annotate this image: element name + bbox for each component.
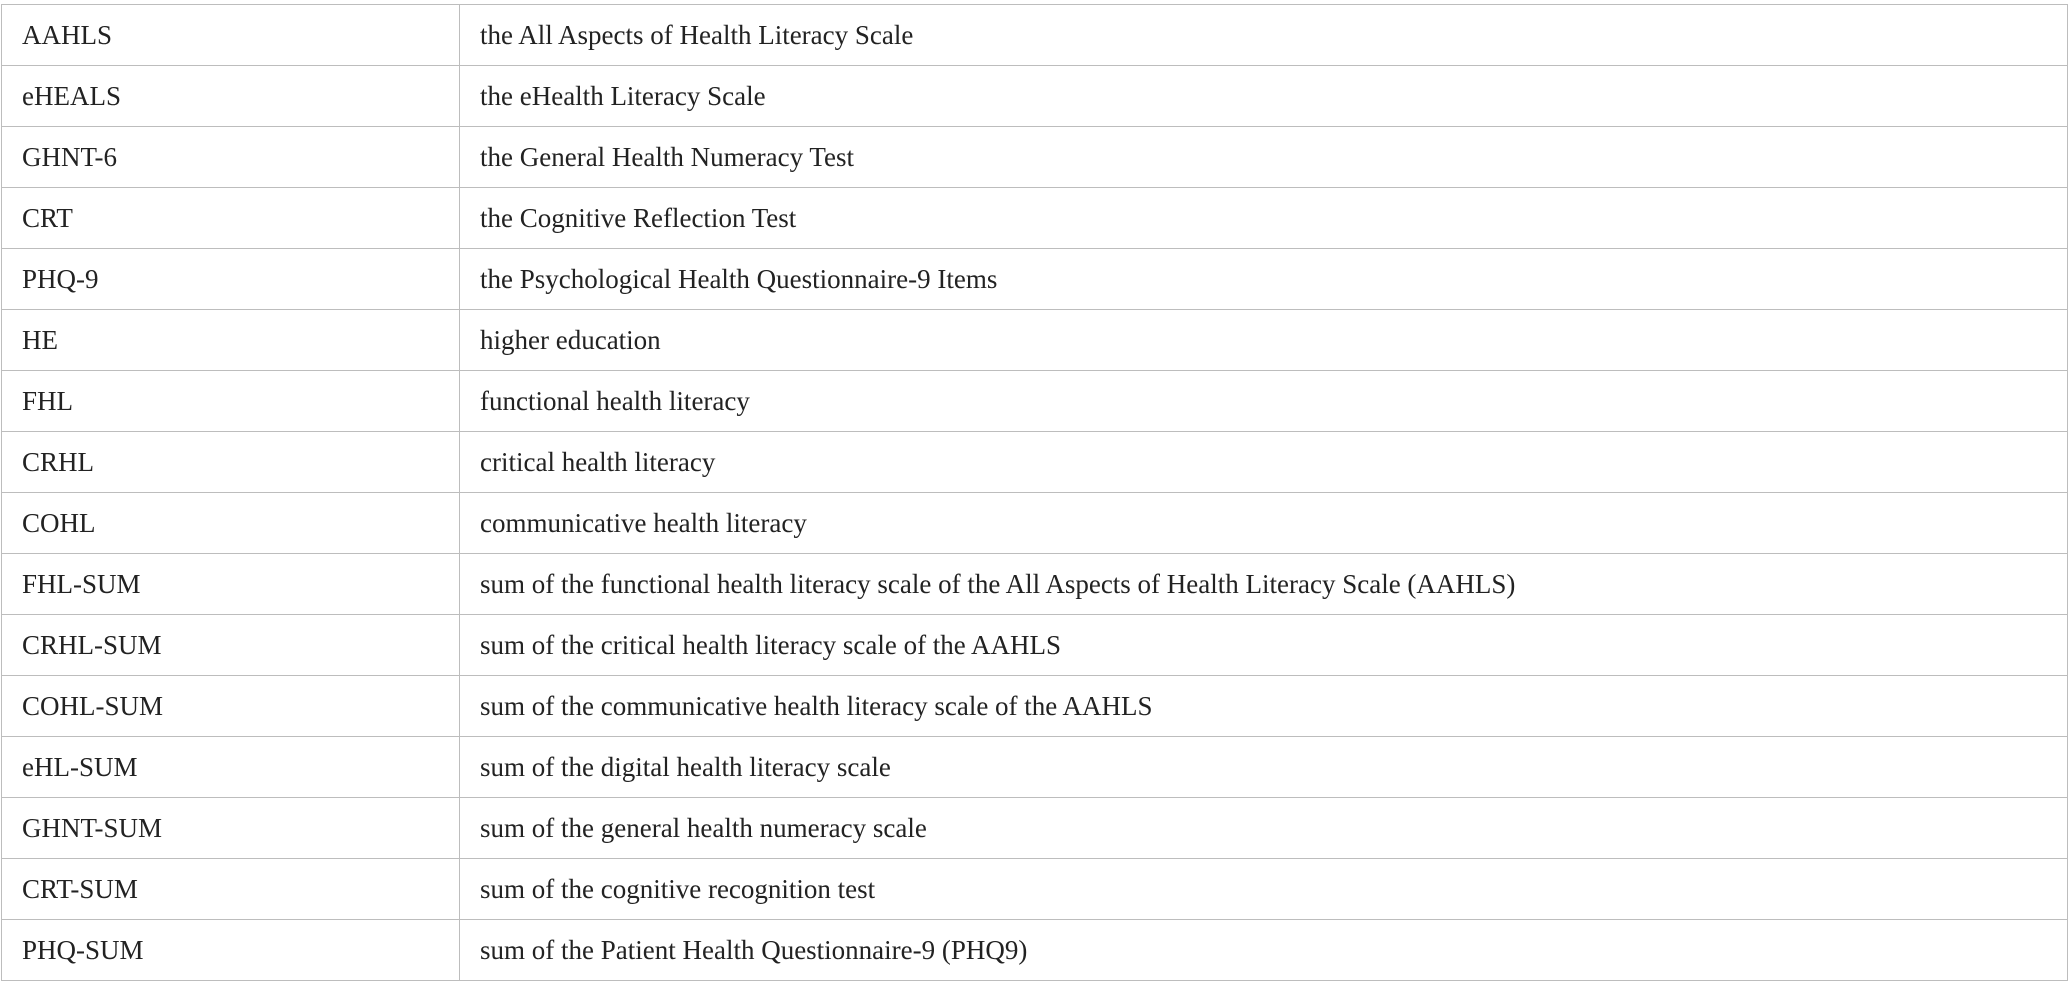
abbreviation-cell: PHQ-SUM [2,920,460,981]
abbreviation-cell: COHL [2,493,460,554]
table-row [2,493,2068,554]
abbreviation-cell: HE [2,310,460,371]
definition-cell: sum of the Patient Health Questionnaire-9 (PHQ9) [460,920,2068,981]
abbreviation-cell: PHQ-9 [2,249,460,310]
definition-cell: communicative health literacy [460,493,2068,554]
abbreviation-cell: eHEALS [2,66,460,127]
abbreviations-table-body [2,5,2068,981]
table-row [2,676,2068,737]
definition-cell: functional health literacy [460,371,2068,432]
table-row [2,249,2068,310]
table-row [2,5,2068,66]
table-row [2,798,2068,859]
definition-cell: sum of the communicative health literacy scale of the AAHLS [460,676,2068,737]
abbreviation-cell: AAHLS [2,5,460,66]
definition-cell: the All Aspects of Health Literacy Scale [460,5,2068,66]
table-row [2,66,2068,127]
table-row [2,432,2068,493]
abbreviation-cell: CRT-SUM [2,859,460,920]
definition-cell: sum of the functional health literacy scale of the All Aspects of Health Literacy Scale (AAHLS) [460,554,2068,615]
abbreviation-cell: CRT [2,188,460,249]
abbreviations-table [1,4,2068,981]
abbreviation-cell: COHL-SUM [2,676,460,737]
table-row [2,127,2068,188]
table-row [2,615,2068,676]
definition-cell: sum of the digital health literacy scale [460,737,2068,798]
abbreviation-cell: CRHL-SUM [2,615,460,676]
table-row [2,920,2068,981]
abbreviation-cell: GHNT-SUM [2,798,460,859]
table-row [2,859,2068,920]
abbreviation-cell: GHNT-6 [2,127,460,188]
table-row [2,737,2068,798]
definition-cell: critical health literacy [460,432,2068,493]
table-row [2,554,2068,615]
abbreviation-cell: FHL [2,371,460,432]
definition-cell: sum of the general health numeracy scale [460,798,2068,859]
table-row [2,371,2068,432]
definition-cell: higher education [460,310,2068,371]
abbreviation-cell: CRHL [2,432,460,493]
table-row [2,188,2068,249]
definition-cell: sum of the critical health literacy scale of the AAHLS [460,615,2068,676]
definition-cell: the Psychological Health Questionnaire-9 Items [460,249,2068,310]
table-row [2,310,2068,371]
definition-cell: sum of the cognitive recognition test [460,859,2068,920]
abbreviation-cell: eHL-SUM [2,737,460,798]
definition-cell: the General Health Numeracy Test [460,127,2068,188]
definition-cell: the Cognitive Reflection Test [460,188,2068,249]
definition-cell: the eHealth Literacy Scale [460,66,2068,127]
abbreviation-cell: FHL-SUM [2,554,460,615]
